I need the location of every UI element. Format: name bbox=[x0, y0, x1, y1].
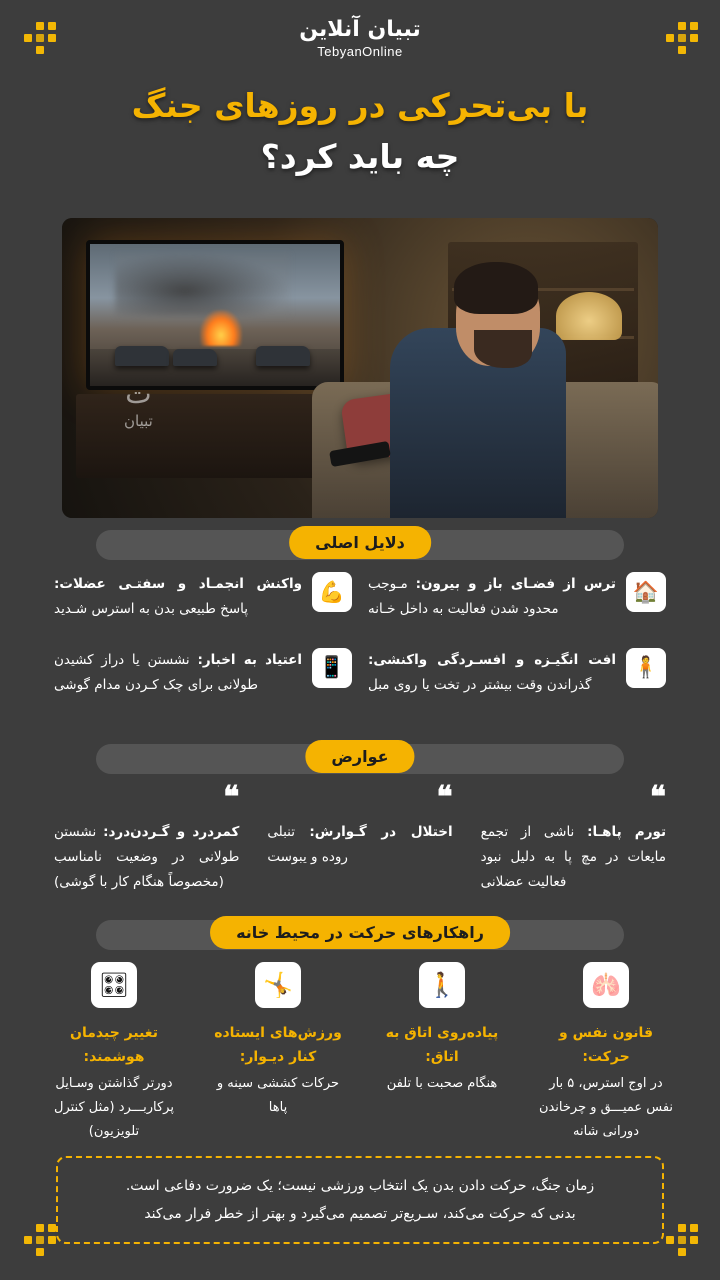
solution-title: ورزش‌های ایستاده کنار دیـوار: bbox=[214, 1025, 342, 1065]
reason-item bbox=[360, 572, 674, 622]
section-banner-solutions bbox=[96, 920, 624, 950]
page-title bbox=[40, 80, 680, 182]
complication-item bbox=[40, 780, 253, 895]
complication-body: نشستن طولانی در وضعیت نامناسب (مخصوصاً هنگام کار با گوشی) bbox=[54, 824, 240, 890]
solution-body: در اوج استرس، ۵ بار نفس عمیـــق و چرخاندن دورانی شانه bbox=[538, 1075, 674, 1139]
solution-body: دورتر گذاشتن وسـایل پرکاربـــرد (مثل کنترل تلویزیون) bbox=[54, 1075, 174, 1139]
hero-person-hair bbox=[454, 262, 538, 314]
solution-body: هنگام صحبت با تلفن bbox=[386, 1075, 498, 1091]
section-banner-reasons bbox=[96, 530, 624, 560]
solution-item bbox=[360, 962, 524, 1144]
reason-text bbox=[368, 572, 616, 622]
quote-icon: ❝ bbox=[649, 780, 666, 815]
solution-title: قانون نفس و حرکت: bbox=[559, 1025, 653, 1065]
corner-decoration-bottom-left bbox=[22, 1224, 56, 1258]
stretching-icon: 🤸 bbox=[255, 962, 301, 1008]
hero-lamp bbox=[556, 292, 622, 340]
reason-heading: واکنش انجمـاد و سفتـی عضلات: bbox=[54, 576, 302, 592]
footer-note bbox=[56, 1156, 664, 1244]
complication-heading: تورم پاهـا: bbox=[587, 824, 667, 840]
brand-name-fa: تبیان آنلاین bbox=[299, 17, 421, 42]
reason-body: مـوجب محدود شدن فعالیت به داخل خـانه bbox=[368, 576, 559, 617]
page-title-line1: با بی‌تحرکی در روزهای جنگ bbox=[131, 86, 589, 125]
reason-text bbox=[54, 648, 302, 698]
footer-note-line1: زمان جنگ، حرکت دادن بدن یک انتخاب ورزشی نیست؛ یک ضرورت دفاعی است. bbox=[125, 1178, 595, 1194]
solution-title: پیاده‌روی اتاق به اتاق: bbox=[385, 1025, 499, 1065]
tv-vehicle bbox=[256, 346, 310, 366]
reason-heading: ترس از فضـای باز و بیرون: bbox=[415, 576, 616, 592]
tv-fire bbox=[200, 310, 242, 346]
hero-image bbox=[62, 218, 658, 518]
complication-text bbox=[267, 820, 452, 870]
complication-item bbox=[467, 780, 680, 895]
page-title-line2: چه باید کرد؟ bbox=[260, 137, 460, 177]
complication-heading: کمردرد و گـردن‌درد: bbox=[103, 824, 240, 840]
reasons-row bbox=[46, 648, 674, 698]
solution-item bbox=[32, 962, 196, 1144]
complication-text bbox=[481, 820, 666, 895]
section-banner-complications bbox=[96, 744, 624, 774]
home-icon: 🏠 bbox=[626, 572, 666, 612]
complication-heading: اختلال در گـوارش: bbox=[309, 824, 453, 840]
complication-text bbox=[54, 820, 239, 895]
section-title-complications: عوارض bbox=[305, 740, 414, 773]
hero-watermark bbox=[124, 377, 153, 430]
reason-body: نشستن یا دراز کشیدن طولانی برای چک کـردن مدام گوشی bbox=[54, 651, 258, 693]
phone-icon: 📱 bbox=[312, 648, 352, 688]
solution-body: حرکات کششی سینه و پاها bbox=[216, 1075, 340, 1115]
section-title-solutions: راهکارهای حرکت در محیط خانه bbox=[210, 916, 510, 949]
muscle-icon: 💪 bbox=[312, 572, 352, 612]
reason-item bbox=[46, 572, 360, 622]
reasons-list bbox=[46, 572, 674, 724]
complication-item bbox=[253, 780, 466, 895]
solutions-list bbox=[32, 962, 688, 1144]
remote-control-icon: 🎛 bbox=[91, 962, 137, 1008]
reason-item bbox=[360, 648, 674, 698]
hero-person-beard bbox=[474, 330, 532, 368]
footer-note-line2: بدنی که حرکت می‌کند، سـریع‌تر تصمیم می‌گیرد و بهتر از خطر فرار می‌کند bbox=[144, 1206, 576, 1222]
reason-text bbox=[368, 648, 616, 698]
solution-item bbox=[196, 962, 360, 1144]
reason-item bbox=[46, 648, 360, 698]
reasons-row bbox=[46, 572, 674, 622]
brand-name-en: TebyanOnline bbox=[317, 44, 403, 60]
lungs-icon: 🫁 bbox=[583, 962, 629, 1008]
quote-icon: ❝ bbox=[436, 780, 453, 815]
brand-logo bbox=[0, 18, 720, 59]
section-title-reasons: دلایل اصلی bbox=[289, 526, 431, 559]
hero-television bbox=[86, 240, 344, 390]
solution-title: تغییر چیدمان هوشمند: bbox=[70, 1025, 158, 1065]
watermark-mark: ت bbox=[125, 377, 152, 410]
complication-body: ناشی از تجمع مایعات در مچ پا به دلیل نبود فعالیت عضلانی bbox=[480, 824, 666, 890]
solution-item bbox=[524, 962, 688, 1144]
walking-icon: 🚶 bbox=[419, 962, 465, 1008]
reason-text bbox=[54, 572, 302, 622]
tv-smoke bbox=[115, 253, 290, 317]
reason-heading: افت انگیـزه و افسـردگی واکنشی: bbox=[368, 651, 616, 668]
watermark-text: تبیان bbox=[124, 412, 153, 430]
tv-vehicle bbox=[115, 346, 169, 366]
complications-list bbox=[40, 780, 680, 895]
reason-body: پاسخ طبیعی بدن به استرس شـدید bbox=[54, 600, 249, 617]
quote-icon: ❝ bbox=[223, 780, 240, 815]
corner-decoration-bottom-right bbox=[664, 1224, 698, 1258]
tv-vehicle bbox=[173, 349, 217, 366]
reason-heading: اعتیاد به اخبار: bbox=[197, 651, 302, 668]
reason-body: گذراندن وقت بیشتر در تخت یا روی مبل bbox=[368, 676, 592, 693]
complication-body: تنبلی روده و یبوست bbox=[267, 824, 348, 865]
sitting-person-icon: 🧍 bbox=[626, 648, 666, 688]
